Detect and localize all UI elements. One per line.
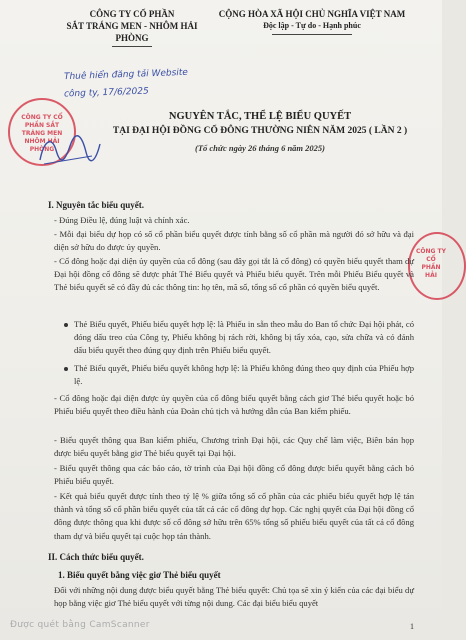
scanner-watermark: Được quét bằng CamScanner [10,620,150,630]
title-sub: TẠI ĐẠI HỘI ĐỒNG CỔ ĐÔNG THƯỜNG NIÊN NĂM 2025 ( LẦN 2 ) [112,126,408,136]
header-underline [112,46,152,47]
section-1-paragraph-4: - Cổ đông hoặc đại diện được ủy quyền của cổ đông biểu quyết bằng cách giơ Thẻ biểu quyết hoặc bỏ Phiếu biểu quyết theo điều hành của Đoàn chủ tịch và hướng dẫn của Ban kiểm phiếu. [54,393,414,417]
bullet-icon [64,367,68,371]
stamp-text: CÔNG TY CỔ PHẦN SẮT TRÁNG MEN NHÔM HẢI PHÒNG [21,114,63,153]
handwritten-note-line1: Thuê hiển đăng tải Website [63,67,189,83]
republic-title: CỘNG HÒA XÃ HỘI CHỦ NGHĨA VIỆT NAM [218,9,406,19]
stamp-edge-text: CÔNG TY CỔ PHẦN HẢI [416,248,446,279]
section-1-paragraph-1: - Đúng Điều lệ, đúng luật và chính xác. [54,215,190,225]
section-2-subheading-1: 1. Biểu quyết bằng việc giơ Thẻ biểu quyết [58,570,221,580]
company-name-line1: CÔNG TY CỔ PHẦN [89,9,175,19]
document-title [110,110,410,138]
section-2-paragraph-1: Đối với những nội dung được biểu quyết bằng Thẻ biểu quyết: Chủ tọa sẽ xin ý kiến của các đại biểu dự họp bằng việc giơ Thẻ biểu quyết với từng nội dung. Các đại biểu biểu quyết [54,585,414,609]
section-1-paragraph-2: - Mỗi đại biểu dự họp có số cổ phần biểu quyết được tính bằng số cổ phần mà người đó sở hữu và đại diện sở hữu do được ủy quyền. [54,229,414,253]
section-1-bullet-1: Thẻ Biểu quyết, Phiếu biểu quyết hợp lệ: là Phiếu in sẵn theo mẫu do Ban tổ chức Đại hội phát, có đóng dấu treo của Công ty, Phiếu không bị rách rời, không bị tẩy xóa, cạo, sửa chữa và có đánh dấu biểu quyết theo đúng quy định trên Phiếu biểu quyết. [74,319,414,356]
section-1-paragraph-6: - Biểu quyết thông qua các báo cáo, tờ trình của Đại hội đồng cổ đông được biểu quyết bằng cách bỏ Phiếu biểu quyết. [54,463,414,487]
bullet-icon [64,323,68,327]
title-main: NGUYÊN TẮC, THỂ LỆ BIỂU QUYẾT [168,111,352,122]
handwritten-note-line2: công ty, 17/6/2025 [63,86,149,100]
company-name-line2: SẮT TRÁNG MEN - NHÔM HẢI PHÒNG [66,21,198,43]
document-date: (Tổ chức ngày 26 tháng 6 năm 2025) [195,143,325,153]
republic-header [212,8,412,35]
motto: Độc lập - Tự do - Hạnh phúc [263,21,361,30]
company-seal-stamp-edge [408,232,466,300]
section-1-paragraph-5: - Biểu quyết thông qua Ban kiểm phiếu, Chương trình Đại hội, các Quy chế làm việc, Biên bản họp được biểu quyết bằng giơ Thẻ biểu quyết tại Đại hội. [54,435,414,459]
signature-icon [34,130,104,170]
section-1-paragraph-7: - Kết quả biểu quyết được tính theo tỷ lệ % giữa tổng số cổ phần của các phiếu biểu quyết hợp lệ tán thành và tổng số cổ phần biểu quyết của tất cả các cổ đông dự họp. Các nghị quyết của Đại hội đồng cổ đông được thông qua khi được số cổ đông sở hữu trên 65% tổng số phiếu biểu quyết của tất cả cổ đông tham dự và biểu quyết tại cuộc họp tán thành. [54,491,414,541]
company-header [52,8,212,47]
section-1-bullet-2: Thẻ Biểu quyết, Phiếu biểu quyết không hợp lệ: là Phiếu không đúng theo quy định của Phiếu hợp lệ. [74,363,414,387]
section-2-heading: II. Cách thức biểu quyết. [48,552,144,562]
page-number: 1 [410,622,414,631]
section-1-paragraph-3: - Cổ đông hoặc đại diện ủy quyền của cổ đông (sau đây gọi tắt là cổ đông) có quyền biểu quyết tham dự Đại hội đồng cổ đông sẽ được phát Thẻ Biểu quyết và Phiếu biểu quyết. Trên mỗi Phiếu Biểu quyết và Thẻ biểu quyết sẽ có đầy đủ các thông tin: họ tên, mã số, tổng số cổ phần có quyền biểu quyết. [54,256,414,293]
motto-underline [272,34,352,35]
section-1-heading: I. Nguyên tắc biểu quyết. [48,200,145,210]
